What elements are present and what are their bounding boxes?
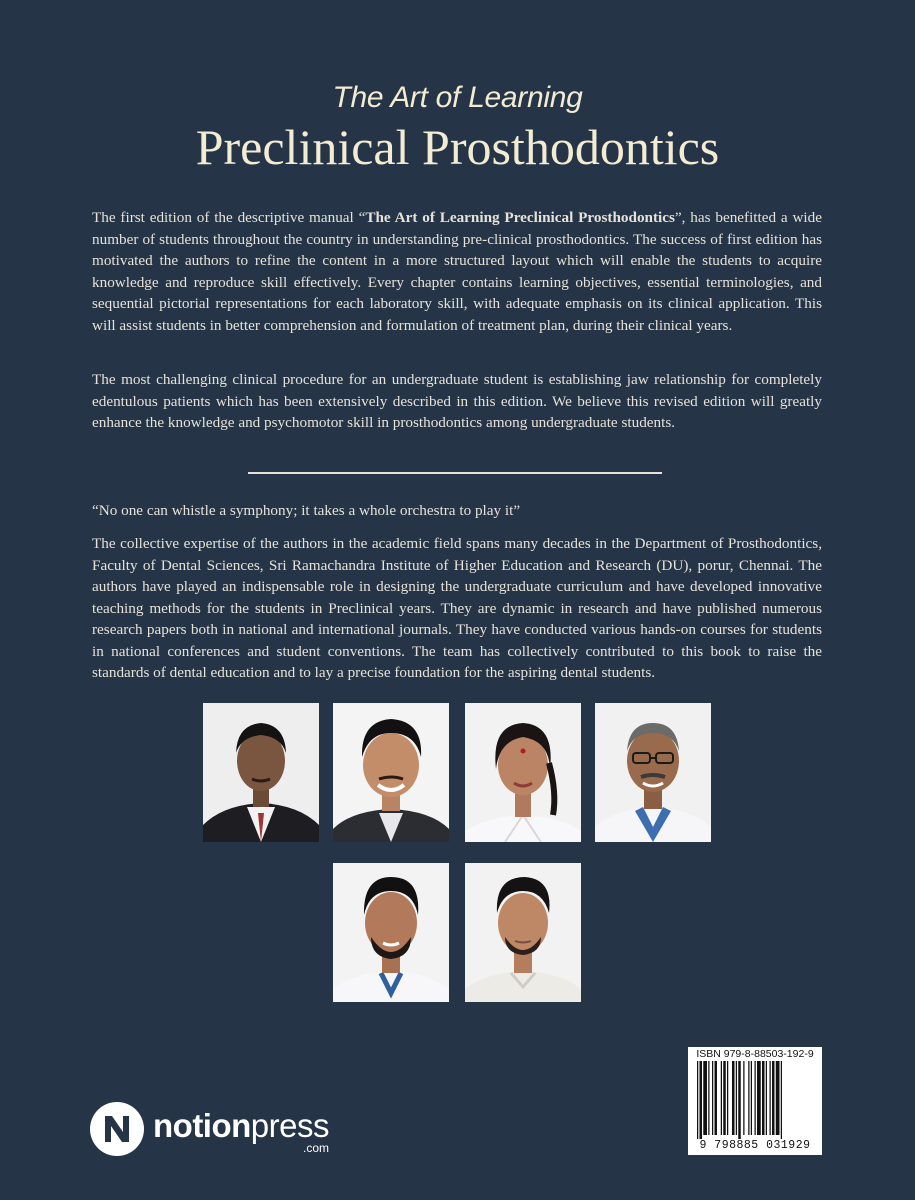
quote <box>92 500 822 522</box>
title-line-1: The Art of Learning <box>332 81 583 114</box>
wordmark-regular: press <box>250 1107 329 1144</box>
para2-text: The most challenging clinical procedure for an undergraduate student is establishing jaw relationship for completely edentulous patients which has been extensively described in this edition. We believe this revised edition will greatly enhance the knowledge and psychomotor skill in prosthodontics among undergraduate students. <box>92 371 822 431</box>
book-title-bold: The Art of Learning Preclinical Prosthodontics <box>365 209 675 226</box>
description-paragraph-1 <box>92 207 822 336</box>
para3-text: The collective expertise of the authors in the academic field spans many decades in the Department of Prosthodontics, Faculty of Dental Sciences, Sri Ramachandra Institute of Higher Education and Research (DU), porur, Chennai. The authors have played an indispensable role in designing the undergraduate curriculum and have developed innovative teaching methods for the students in Preclinical years. They are dynamic in research and have published numerous research papers both in national and international journals. They have conducted various hands-on courses for students in national conferences and student conventions. The team has collectively contributed to this book to raise the standards of dental education and to lay a precise foundation for the aspiring dental students. <box>92 535 822 681</box>
isbn-label: ISBN 979-8-88503-192-9 <box>696 1048 814 1060</box>
section-divider <box>248 472 662 474</box>
author-photo-1 <box>203 703 319 842</box>
title-block <box>0 78 915 176</box>
authors-paragraph <box>92 533 822 684</box>
para1-intro: The first edition of the descriptive manual “ <box>92 209 366 226</box>
author-photo-3 <box>465 703 581 842</box>
quote-text: “No one can whistle a symphony; it takes a whole orchestra to play it” <box>92 502 521 519</box>
para1-rest: ”, has benefitted a wide number of students throughout the country in understanding pre-clinical prosthodontics. The success of first edition has motivated the authors to refine the content in a more structured layout which will enable the students to acquire knowledge and reproduce skill effectively. Every chapter contains learning objectives, essential terminologies, and sequential pictorial representations for each laboratory skill, with adequate emphasis on its clinical application. This will assist students in better comprehension and formulation of treatment plan, during their clinical years. <box>92 209 822 334</box>
publisher-logo <box>90 1099 350 1159</box>
wordmark-suffix: .com <box>303 1141 330 1155</box>
barcode-digits: 9 798885 031929 <box>699 1139 811 1152</box>
wordmark-bold: notion <box>153 1107 251 1144</box>
title-line-2: Preclinical Prosthodontics <box>195 119 720 175</box>
author-photo-5 <box>333 863 449 1002</box>
author-photo-6 <box>465 863 581 1002</box>
isbn-barcode-box <box>688 1047 822 1155</box>
barcode-icon <box>697 1061 813 1139</box>
publisher-wordmark <box>153 1107 329 1145</box>
notionpress-logo-icon <box>90 1102 144 1156</box>
author-photo-4 <box>595 703 711 842</box>
description-paragraph-2 <box>92 369 822 434</box>
author-photo-2 <box>333 703 449 842</box>
